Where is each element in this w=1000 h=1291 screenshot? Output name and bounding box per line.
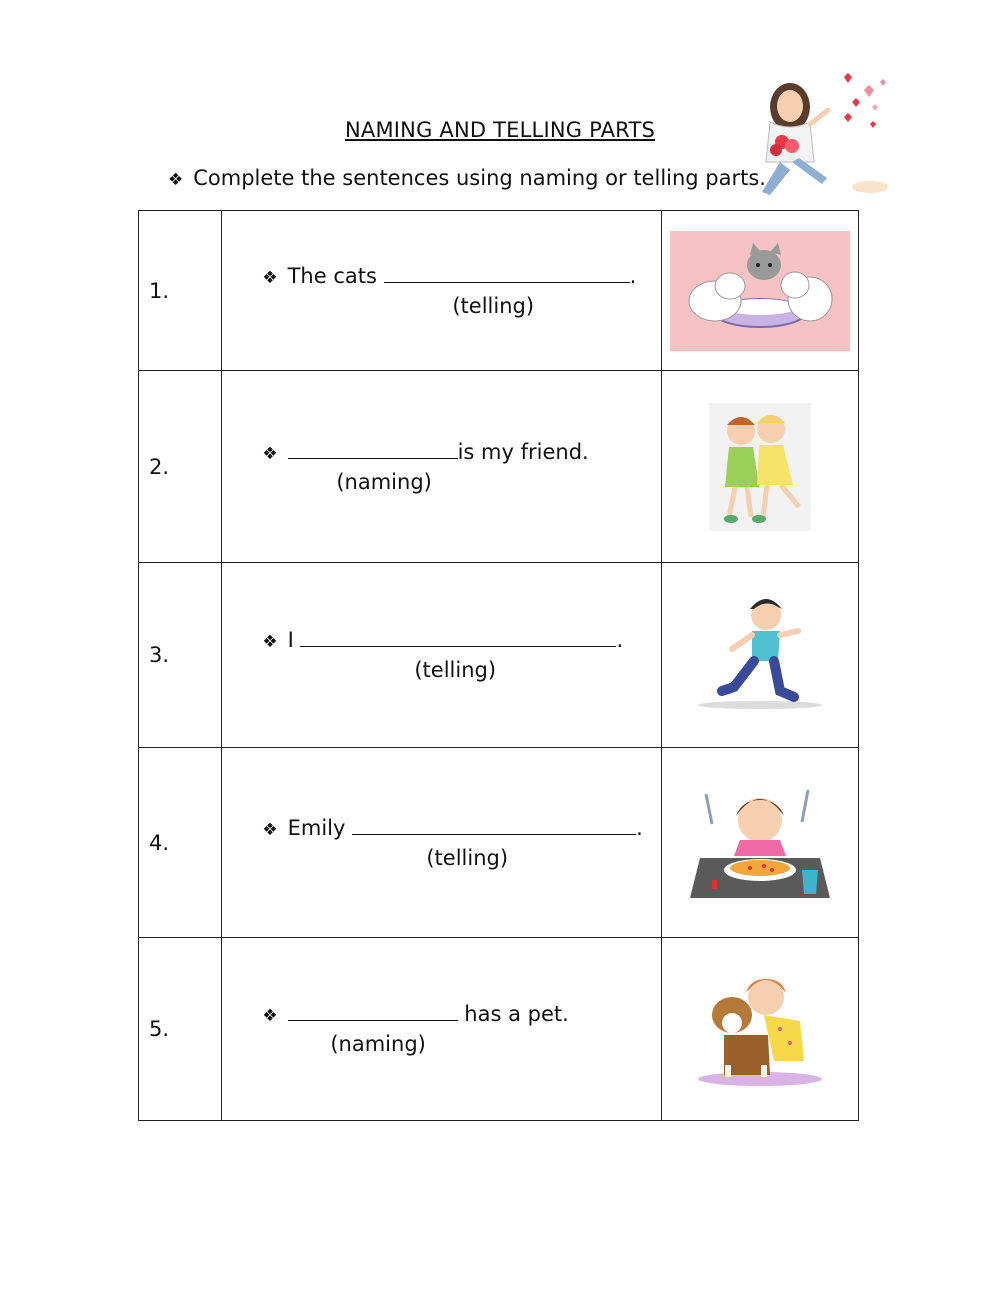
table-row — [139, 371, 859, 563]
sentence-cell — [222, 371, 662, 563]
hint-label: (naming) — [330, 1032, 426, 1056]
table-row — [139, 211, 859, 371]
two-girls-hugging-image — [709, 403, 811, 531]
worksheet-table — [138, 210, 859, 1121]
hint-label: (telling) — [426, 845, 509, 870]
diamond-bullet-icon: ❖ — [262, 267, 278, 288]
table-row — [139, 748, 859, 938]
row-number: 1. — [139, 211, 222, 371]
sentence-end: . — [629, 263, 637, 288]
instruction — [168, 166, 766, 190]
sentence-end: has a pet. — [464, 1002, 569, 1026]
row-number: 2. — [139, 371, 222, 563]
picture-cell — [662, 371, 859, 563]
table-row — [139, 563, 859, 748]
picture-cell — [662, 563, 859, 748]
sentence-cell — [222, 563, 662, 748]
hint-label: (telling) — [414, 658, 497, 682]
table-row — [139, 938, 859, 1121]
diamond-bullet-icon: ❖ — [262, 819, 278, 840]
picture-cell — [662, 748, 859, 938]
sentence-cell — [222, 211, 662, 371]
sentence-line — [222, 628, 661, 652]
sentence-start: Emily — [287, 815, 346, 840]
answer-blank[interactable] — [300, 645, 616, 647]
sentence-end: . — [636, 815, 643, 840]
girl-with-dog-image — [694, 969, 826, 1089]
picture-cell — [662, 211, 859, 371]
sentence-line — [222, 1002, 661, 1026]
sentence-cell — [222, 938, 662, 1121]
diamond-bullet-icon: ❖ — [168, 170, 184, 190]
hint-label: (naming) — [336, 469, 432, 494]
row-number: 5. — [139, 938, 222, 1121]
answer-blank[interactable] — [288, 457, 458, 459]
answer-blank[interactable] — [352, 833, 636, 835]
sentence-end: is my friend. — [457, 439, 589, 464]
sentence-line — [222, 264, 661, 288]
sentence-start: I — [287, 628, 294, 652]
sentence-line — [222, 816, 661, 840]
answer-blank[interactable] — [384, 281, 630, 283]
sentence-end: . — [616, 628, 624, 652]
row-number: 4. — [139, 748, 222, 938]
diamond-bullet-icon: ❖ — [262, 443, 278, 464]
girl-eating-pizza-image — [690, 780, 830, 906]
sentence-line — [222, 440, 661, 464]
diamond-bullet-icon: ❖ — [262, 632, 278, 652]
worksheet-title: NAMING AND TELLING PARTS — [344, 118, 656, 142]
boy-running-image — [690, 595, 830, 715]
instruction-text: Complete the sentences using naming or telling parts. — [193, 166, 766, 190]
answer-blank[interactable] — [288, 1019, 458, 1021]
diamond-bullet-icon: ❖ — [262, 1006, 278, 1026]
sentence-start: The cats — [287, 263, 377, 288]
hint-label: (telling) — [452, 293, 535, 318]
row-number: 3. — [139, 563, 222, 748]
sentence-cell — [222, 748, 662, 938]
cats-drinking-milk-image — [670, 231, 850, 351]
picture-cell — [662, 938, 859, 1121]
girl-with-hearts-image — [752, 62, 897, 212]
